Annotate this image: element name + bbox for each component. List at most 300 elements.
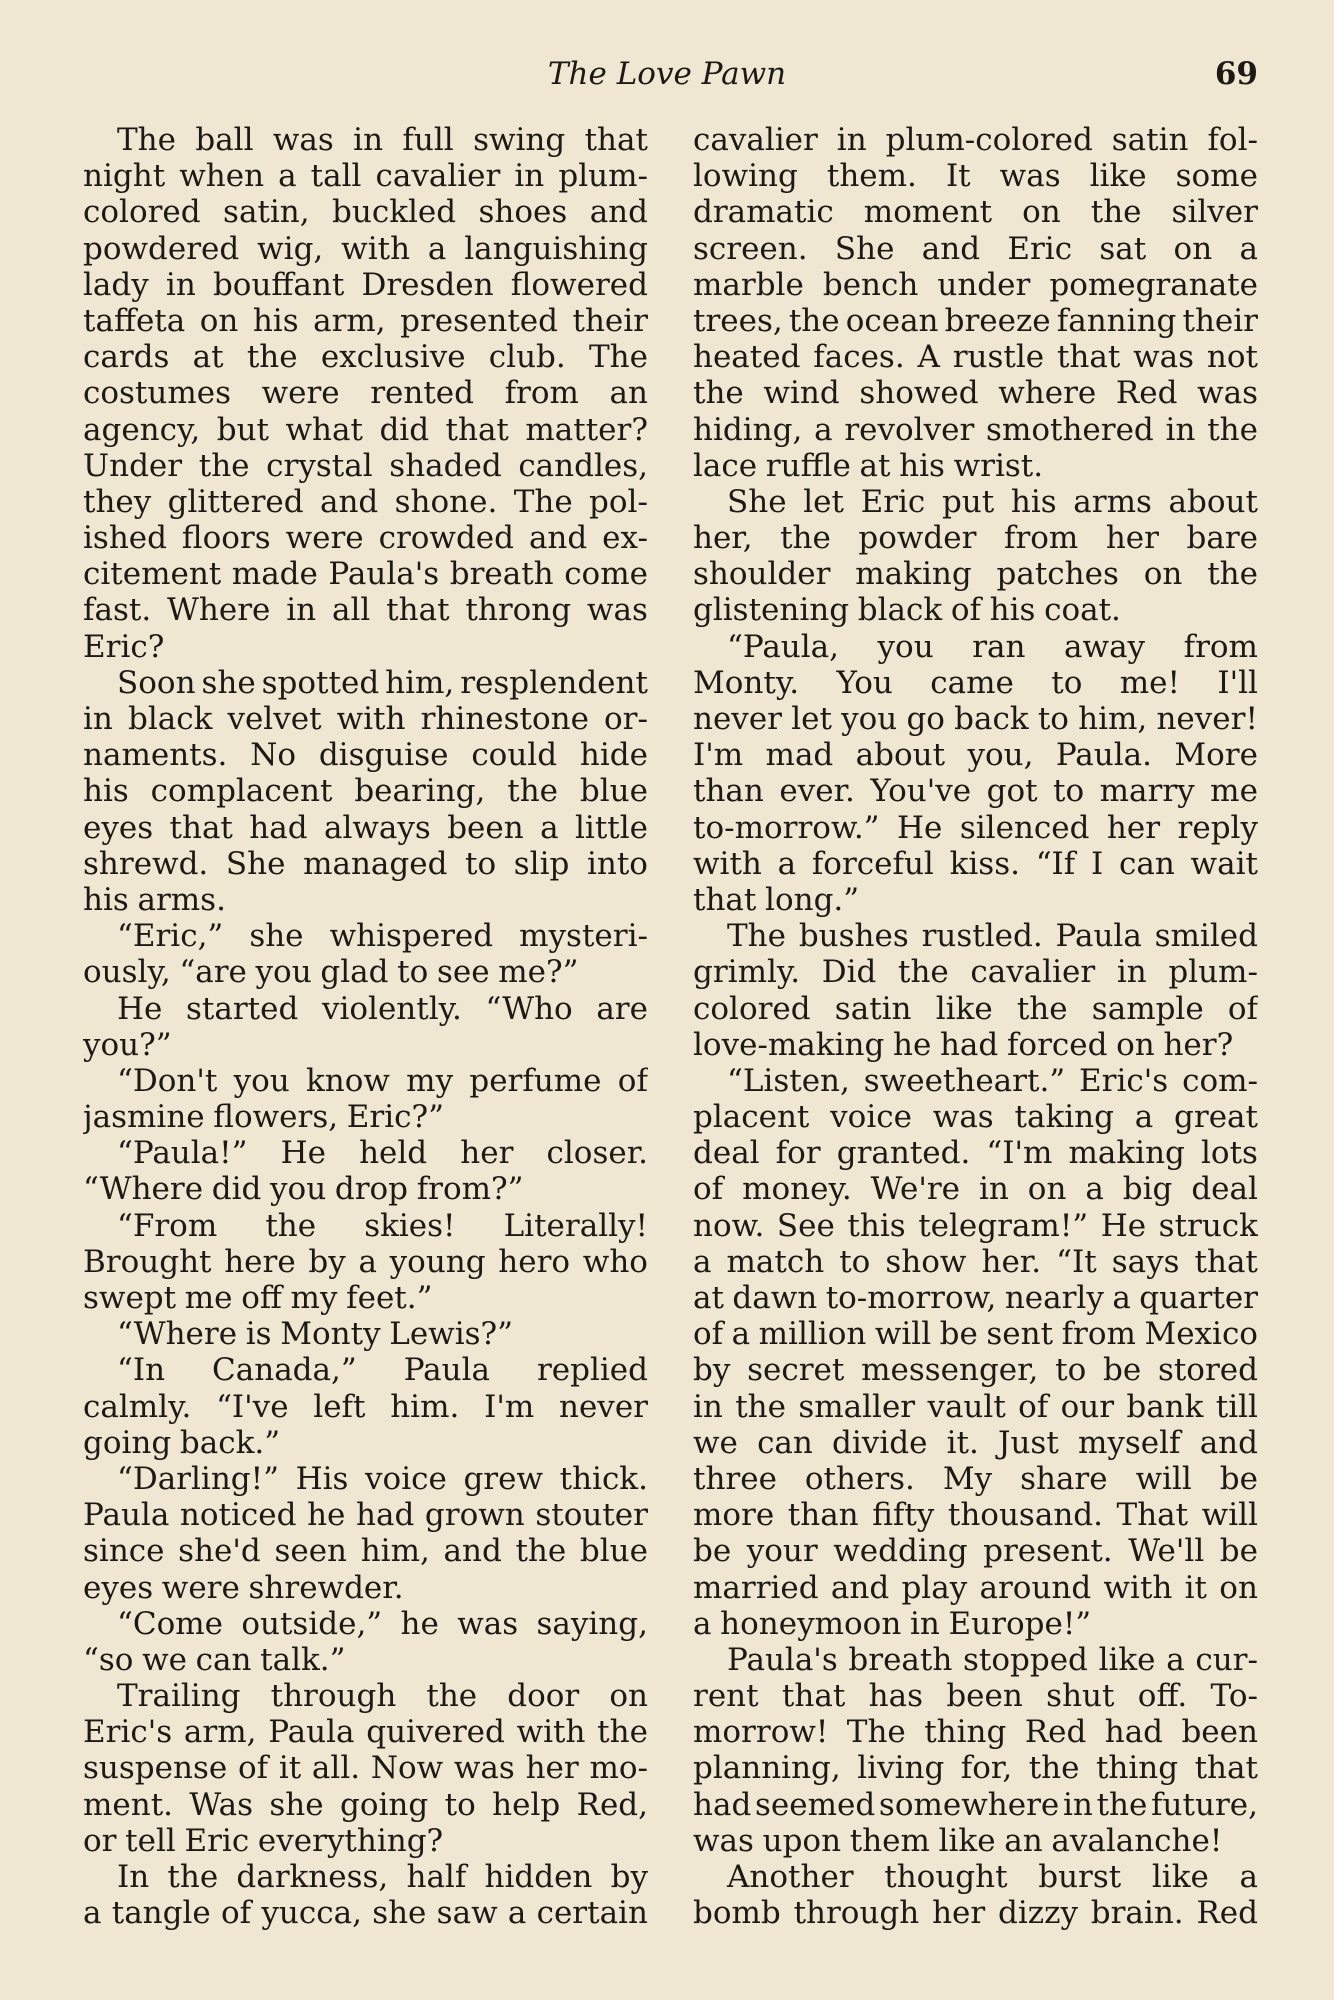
word: Another bbox=[727, 1859, 854, 1895]
word: You've bbox=[870, 773, 972, 810]
word: half bbox=[406, 1859, 467, 1895]
word: citement bbox=[83, 556, 222, 593]
word: been bbox=[1181, 1714, 1258, 1751]
word: you bbox=[270, 1171, 327, 1208]
running-title: The Love Pawn bbox=[547, 56, 787, 92]
text-line bbox=[83, 1208, 648, 1244]
word: He bbox=[117, 990, 163, 1027]
word: his bbox=[83, 881, 129, 918]
word: wig, bbox=[257, 230, 324, 267]
word: See bbox=[776, 1207, 835, 1244]
word: The bbox=[588, 339, 648, 376]
word: silenced bbox=[959, 809, 1090, 846]
word: in bbox=[514, 158, 545, 195]
text-line bbox=[693, 1171, 1258, 1207]
word: powder bbox=[858, 520, 977, 557]
word: To- bbox=[1210, 1678, 1258, 1715]
text-line bbox=[83, 1533, 648, 1569]
word: He bbox=[896, 809, 943, 846]
word: let bbox=[803, 483, 844, 520]
word: play bbox=[901, 1569, 968, 1606]
text-line bbox=[693, 918, 1258, 954]
text-line bbox=[693, 592, 1258, 628]
word: noticed bbox=[179, 1497, 297, 1534]
word: her bbox=[932, 1895, 986, 1932]
word: my bbox=[406, 1062, 454, 1099]
word: calmly. bbox=[83, 1388, 192, 1425]
word: everything? bbox=[257, 1822, 444, 1859]
word: like bbox=[1098, 1641, 1156, 1678]
word: in bbox=[978, 1171, 1009, 1208]
word: Just bbox=[998, 1424, 1059, 1461]
word: his bbox=[989, 592, 1036, 629]
text-line bbox=[83, 954, 648, 990]
word: with bbox=[693, 845, 762, 882]
word: made bbox=[231, 556, 318, 593]
word: the bbox=[1207, 411, 1258, 448]
word: a bbox=[1239, 230, 1258, 267]
text-line bbox=[83, 1787, 648, 1823]
word: young bbox=[389, 1243, 486, 1280]
word: satin, bbox=[223, 194, 310, 231]
word: struck bbox=[1158, 1207, 1258, 1244]
word: your bbox=[746, 1533, 818, 1570]
word: velvet bbox=[227, 701, 322, 737]
word: of bbox=[1227, 990, 1258, 1027]
word: Dresden bbox=[361, 266, 494, 303]
word: the bbox=[515, 1533, 567, 1570]
word: sample bbox=[1091, 990, 1204, 1027]
word: that bbox=[693, 881, 757, 918]
word: a bbox=[1239, 1859, 1258, 1895]
word: on bbox=[609, 1678, 648, 1715]
text-line bbox=[693, 303, 1258, 339]
word: an bbox=[1004, 1822, 1043, 1859]
word: been bbox=[946, 1678, 1023, 1715]
word: outside,” bbox=[241, 1605, 383, 1642]
text-line bbox=[83, 448, 648, 484]
word: Paula's bbox=[328, 556, 440, 593]
word: fifty bbox=[872, 1497, 935, 1534]
word: thought bbox=[884, 1859, 1008, 1895]
word: in bbox=[1116, 954, 1147, 991]
word: secret bbox=[747, 1352, 845, 1389]
word: blue bbox=[579, 773, 648, 810]
word: “Paula, bbox=[727, 628, 840, 665]
text-line bbox=[693, 1208, 1258, 1244]
word: ished bbox=[83, 520, 167, 557]
word: “Where bbox=[117, 1316, 238, 1353]
word: thing bbox=[924, 1714, 1007, 1751]
word: The bbox=[513, 483, 573, 520]
word: from bbox=[1183, 628, 1258, 665]
word: we bbox=[693, 1424, 738, 1461]
word: going bbox=[83, 1424, 172, 1461]
word: it bbox=[1184, 1569, 1208, 1606]
word: to bbox=[465, 845, 497, 882]
word: “I'm bbox=[986, 1135, 1053, 1172]
word: away bbox=[1064, 628, 1146, 665]
word: through bbox=[270, 1678, 397, 1715]
word: the bbox=[246, 339, 298, 376]
text-line bbox=[83, 882, 648, 918]
word: could bbox=[471, 737, 558, 774]
word: he bbox=[400, 1605, 439, 1642]
text-line bbox=[693, 810, 1258, 846]
word: off bbox=[241, 1280, 282, 1316]
word: brain. bbox=[1090, 1895, 1184, 1932]
word: through bbox=[793, 1895, 920, 1932]
word: shaded bbox=[389, 447, 502, 484]
word: the bbox=[507, 773, 559, 810]
word: from bbox=[1061, 1316, 1136, 1353]
text-line bbox=[693, 1570, 1258, 1606]
word: are bbox=[596, 990, 648, 1027]
text-line bbox=[83, 1895, 648, 1931]
word: cavalier bbox=[375, 158, 501, 195]
word: darkness, bbox=[236, 1859, 389, 1895]
word: “Come bbox=[117, 1605, 223, 1642]
word: cur- bbox=[1195, 1641, 1258, 1678]
word: can bbox=[1119, 845, 1175, 882]
word: disguise bbox=[318, 737, 449, 774]
word: messenger, bbox=[861, 1352, 1039, 1389]
word: ruffle bbox=[765, 447, 851, 484]
word: a bbox=[1112, 1280, 1131, 1316]
word: dizzy bbox=[998, 1895, 1078, 1932]
text-line bbox=[693, 1714, 1258, 1750]
word: her? bbox=[1163, 1026, 1234, 1063]
word: a bbox=[693, 1243, 712, 1280]
word: a bbox=[1085, 1171, 1104, 1208]
word: lowing bbox=[693, 158, 798, 195]
word: three bbox=[693, 1460, 777, 1497]
word: she'd bbox=[178, 1533, 261, 1570]
text-line bbox=[83, 701, 648, 737]
text-line bbox=[693, 773, 1258, 809]
text-line bbox=[693, 267, 1258, 303]
word: to-morrow, bbox=[825, 1280, 997, 1316]
text-line bbox=[83, 520, 648, 556]
text-line bbox=[693, 1678, 1258, 1714]
text-line bbox=[693, 701, 1258, 737]
word: door bbox=[507, 1678, 580, 1715]
word: granted. bbox=[836, 1135, 971, 1172]
word: to bbox=[1037, 701, 1069, 737]
word: the bbox=[1090, 194, 1142, 231]
text-line bbox=[693, 1352, 1258, 1388]
word: faces. bbox=[813, 339, 905, 376]
word: Red, bbox=[576, 1786, 648, 1823]
word: by bbox=[693, 1352, 731, 1389]
text-line bbox=[83, 1389, 648, 1425]
text-line bbox=[83, 158, 648, 194]
word: stored bbox=[1157, 1352, 1258, 1389]
word: long.” bbox=[765, 881, 860, 918]
word: violently. bbox=[321, 990, 462, 1027]
word: been bbox=[447, 809, 524, 846]
word: that bbox=[445, 411, 509, 448]
word: voice bbox=[365, 1460, 447, 1497]
word: hide bbox=[579, 737, 648, 774]
word: talk.” bbox=[260, 1641, 346, 1678]
word: on bbox=[1173, 230, 1213, 267]
word: She bbox=[727, 483, 787, 520]
text-line bbox=[83, 267, 648, 303]
text-line bbox=[693, 882, 1258, 918]
text-line bbox=[83, 1750, 648, 1786]
word: that bbox=[1194, 1243, 1258, 1280]
word: Red bbox=[1115, 375, 1178, 412]
text-line bbox=[693, 1244, 1258, 1280]
word: about bbox=[1168, 483, 1258, 520]
text-line bbox=[693, 339, 1258, 375]
word: to bbox=[1051, 664, 1083, 701]
text-line bbox=[83, 1171, 648, 1207]
word: with bbox=[1103, 1569, 1173, 1606]
word: rustled. bbox=[921, 918, 1043, 955]
word: sent bbox=[986, 1316, 1054, 1353]
word: glittered bbox=[167, 483, 304, 520]
word: telegram!” bbox=[918, 1207, 1089, 1244]
word: revolver bbox=[844, 411, 975, 448]
word: mo- bbox=[589, 1750, 648, 1787]
word: “Who bbox=[485, 990, 573, 1027]
text-line bbox=[83, 629, 648, 665]
word: at bbox=[859, 447, 891, 484]
word: Trailing bbox=[117, 1678, 241, 1715]
word: on bbox=[1022, 194, 1061, 231]
word: hero bbox=[498, 1243, 571, 1280]
word: you?” bbox=[83, 1026, 172, 1063]
word: That bbox=[1116, 1497, 1189, 1534]
word: of bbox=[617, 1062, 648, 1099]
word: tell bbox=[125, 1822, 176, 1859]
text-line bbox=[693, 412, 1258, 448]
word: com- bbox=[1182, 1062, 1258, 1099]
text-line bbox=[83, 556, 648, 592]
word: stouter bbox=[535, 1497, 648, 1534]
text-line bbox=[83, 991, 648, 1027]
word: her bbox=[460, 1135, 514, 1172]
word: had bbox=[249, 809, 308, 846]
word: by bbox=[610, 1859, 648, 1895]
word: closer. bbox=[546, 1135, 648, 1172]
word: spotted bbox=[261, 664, 380, 701]
word: at bbox=[192, 339, 224, 376]
word: it bbox=[278, 1750, 302, 1787]
word: floors bbox=[181, 520, 271, 557]
word: more bbox=[693, 1497, 775, 1534]
word: him, bbox=[1078, 701, 1148, 737]
word: plum- bbox=[558, 158, 648, 195]
word: powdered bbox=[83, 230, 240, 267]
word: lace bbox=[693, 447, 758, 484]
text-line bbox=[693, 484, 1258, 520]
word: she bbox=[372, 1895, 427, 1932]
word: ball bbox=[195, 122, 254, 158]
word: ment. bbox=[83, 1786, 174, 1823]
word: Monty bbox=[280, 1316, 381, 1353]
word: avalanche! bbox=[1051, 1822, 1223, 1859]
word: glistening bbox=[693, 592, 850, 629]
word: present. bbox=[983, 1533, 1113, 1570]
word: him, bbox=[360, 1533, 430, 1570]
text-line bbox=[693, 1461, 1258, 1497]
word: mysteri- bbox=[519, 918, 648, 955]
text-line bbox=[693, 1316, 1258, 1352]
word: thing bbox=[1095, 1750, 1179, 1787]
word: of bbox=[221, 1895, 252, 1932]
word: moment bbox=[863, 194, 993, 231]
word: kiss. bbox=[949, 845, 1020, 882]
word: into bbox=[586, 845, 648, 882]
word: share bbox=[1020, 1460, 1108, 1497]
word: be bbox=[1219, 1533, 1258, 1570]
word: satin bbox=[1111, 122, 1189, 158]
word: where bbox=[998, 375, 1097, 412]
text-line bbox=[83, 1823, 648, 1859]
word: “From bbox=[117, 1207, 218, 1244]
word: thousand. bbox=[947, 1497, 1103, 1534]
word: till bbox=[1215, 1388, 1258, 1425]
text-line bbox=[83, 122, 648, 158]
word: eyes bbox=[83, 1569, 154, 1606]
word: on bbox=[1143, 556, 1183, 593]
word: You bbox=[836, 664, 893, 701]
word: yucca, bbox=[261, 1895, 362, 1932]
word: He bbox=[1100, 1207, 1147, 1244]
word: never bbox=[693, 701, 782, 737]
word: candles, bbox=[518, 447, 648, 484]
word: patches bbox=[996, 556, 1119, 593]
word: be bbox=[939, 1316, 978, 1353]
word: you bbox=[841, 701, 898, 737]
word: making bbox=[855, 556, 972, 593]
word: will bbox=[874, 1316, 932, 1353]
word: we bbox=[142, 1641, 187, 1678]
word: all bbox=[332, 592, 371, 629]
word: match bbox=[726, 1243, 825, 1280]
word: her bbox=[525, 1750, 579, 1787]
word: a bbox=[777, 845, 797, 882]
word: were bbox=[261, 375, 340, 412]
word: My bbox=[942, 1460, 993, 1497]
word: was bbox=[453, 1750, 515, 1787]
word: marble bbox=[693, 266, 804, 303]
word: back bbox=[954, 701, 1029, 737]
word: says bbox=[1111, 1243, 1180, 1280]
word: hiding, bbox=[693, 411, 803, 448]
word: be bbox=[1103, 1352, 1142, 1389]
word: some bbox=[1175, 158, 1258, 195]
word: never! bbox=[1156, 701, 1258, 737]
word: on bbox=[1219, 1569, 1258, 1606]
word: naments. bbox=[83, 737, 228, 774]
word: arms. bbox=[137, 881, 226, 918]
word: them. bbox=[826, 158, 917, 195]
text-line bbox=[83, 1859, 648, 1895]
word: them bbox=[849, 1822, 930, 1859]
text-line bbox=[693, 1099, 1258, 1135]
word: did bbox=[211, 1171, 262, 1208]
word: in bbox=[693, 1388, 723, 1425]
word: breath bbox=[449, 556, 554, 593]
word: that bbox=[169, 809, 233, 846]
word: “Paula!” bbox=[117, 1135, 248, 1172]
word: like bbox=[1089, 158, 1147, 195]
text-line bbox=[83, 1570, 648, 1606]
word: matter? bbox=[525, 411, 648, 448]
text-line bbox=[693, 1425, 1258, 1461]
text-line bbox=[693, 556, 1258, 592]
text-line bbox=[83, 303, 648, 339]
word: come bbox=[564, 556, 648, 593]
word: replied bbox=[536, 1352, 648, 1389]
word: tall bbox=[310, 158, 362, 195]
word: Europe!” bbox=[948, 1605, 1092, 1642]
text-line bbox=[83, 1244, 648, 1280]
word: on bbox=[1116, 1026, 1155, 1063]
word: around bbox=[979, 1569, 1092, 1606]
word: the bbox=[735, 1388, 786, 1425]
text-line bbox=[83, 1678, 648, 1714]
word: burst bbox=[1038, 1859, 1122, 1895]
word: Eric? bbox=[83, 628, 165, 665]
word: I'm bbox=[693, 737, 744, 774]
word: was bbox=[999, 158, 1061, 195]
word: The bbox=[117, 122, 176, 158]
text-line bbox=[83, 412, 648, 448]
word: had bbox=[939, 1026, 999, 1063]
word: resplendent bbox=[460, 664, 648, 701]
text-line bbox=[693, 158, 1258, 194]
word: all. bbox=[311, 1750, 361, 1787]
word: the bbox=[597, 1714, 648, 1751]
word: deal bbox=[1191, 1171, 1258, 1208]
word: Literally! bbox=[503, 1207, 648, 1244]
word: In bbox=[117, 1859, 150, 1895]
word: to bbox=[839, 1243, 871, 1280]
word: that bbox=[1056, 339, 1121, 376]
word: was bbox=[1197, 375, 1258, 412]
word: blue bbox=[579, 1533, 648, 1570]
word: rent bbox=[693, 1678, 759, 1715]
word: in bbox=[165, 266, 196, 303]
word: from bbox=[504, 375, 579, 412]
word: when bbox=[179, 158, 265, 195]
word: Eric bbox=[184, 1822, 250, 1859]
word: is bbox=[245, 1316, 272, 1353]
text-line bbox=[83, 846, 648, 882]
word: money. bbox=[742, 1171, 852, 1208]
word: eyes bbox=[83, 809, 154, 846]
word: Paula bbox=[1055, 918, 1142, 955]
word: shrewd. bbox=[83, 845, 209, 882]
word: somewhere bbox=[878, 1786, 1060, 1823]
word: bare bbox=[1186, 520, 1258, 557]
word: satin bbox=[834, 990, 912, 1027]
word: her bbox=[1106, 809, 1161, 846]
word: shut bbox=[1046, 1678, 1115, 1715]
word: a bbox=[1166, 1641, 1185, 1678]
text-line bbox=[83, 339, 648, 375]
text-column-left bbox=[83, 122, 648, 1931]
word: crowded bbox=[378, 520, 514, 557]
word: started bbox=[186, 990, 299, 1027]
word: reply bbox=[1177, 809, 1258, 846]
word: full bbox=[402, 122, 454, 158]
